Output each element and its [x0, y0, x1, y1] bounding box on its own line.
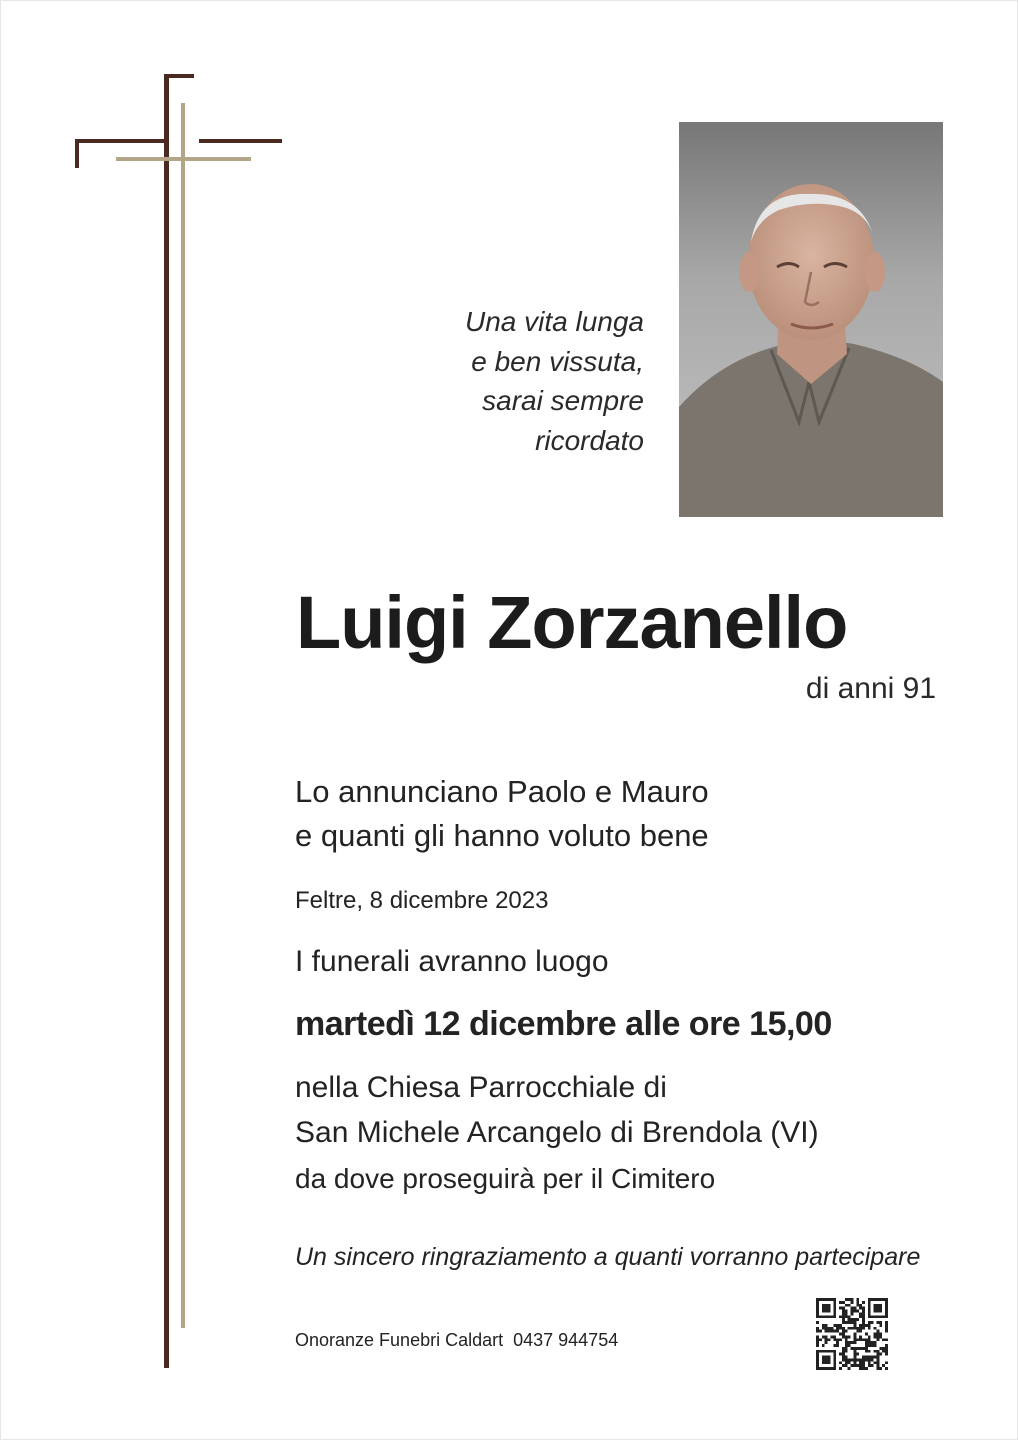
qr-module [856, 1358, 859, 1361]
qr-code[interactable] [816, 1298, 888, 1370]
qr-module [885, 1344, 888, 1347]
qr-module [885, 1330, 888, 1333]
qr-module [851, 1298, 854, 1301]
qr-module [859, 1312, 862, 1315]
qr-module [856, 1298, 859, 1301]
qr-module [848, 1321, 851, 1324]
qr-module [865, 1324, 868, 1327]
qr-module [839, 1367, 842, 1370]
qr-module [839, 1307, 842, 1310]
qr-module [853, 1353, 856, 1356]
qr-module [845, 1335, 848, 1338]
qr-module [836, 1330, 839, 1333]
qr-module [851, 1307, 854, 1310]
qr-module [876, 1335, 879, 1338]
cross-gold-bar [116, 157, 251, 161]
qr-module [842, 1315, 845, 1318]
qr-module [842, 1321, 845, 1324]
qr-module [830, 1335, 833, 1338]
qr-module [836, 1338, 839, 1341]
qr-finder [874, 1304, 883, 1313]
qr-module [868, 1364, 871, 1367]
qr-module [871, 1358, 874, 1361]
qr-module [853, 1333, 856, 1336]
qr-module [842, 1335, 845, 1338]
qr-module [885, 1361, 888, 1364]
qr-module [868, 1361, 871, 1364]
cross-dark-left-drop [75, 139, 79, 168]
qr-module [853, 1338, 856, 1341]
qr-module [853, 1310, 856, 1313]
qr-module [865, 1341, 868, 1344]
qr-module [842, 1310, 845, 1313]
qr-module [845, 1341, 848, 1344]
qr-module [868, 1335, 871, 1338]
qr-module [862, 1324, 865, 1327]
qr-module [859, 1327, 862, 1330]
qr-module [885, 1321, 888, 1324]
qr-module [876, 1364, 879, 1367]
qr-module [868, 1338, 871, 1341]
qr-module [845, 1347, 848, 1350]
qr-module [879, 1321, 882, 1324]
qr-module [853, 1361, 856, 1364]
qr-module [853, 1318, 856, 1321]
qr-module [876, 1367, 879, 1370]
qr-module [865, 1333, 868, 1336]
qr-module [848, 1358, 851, 1361]
funeral-intro: I funerali avranno luogo [295, 945, 609, 978]
qr-module [868, 1356, 871, 1359]
qr-module [816, 1338, 819, 1341]
qr-module [882, 1347, 885, 1350]
cross-dark-right-arm [199, 139, 282, 143]
qr-module [865, 1338, 868, 1341]
qr-module [862, 1310, 865, 1313]
qr-module [871, 1344, 874, 1347]
qr-module [851, 1364, 854, 1367]
qr-module [882, 1364, 885, 1367]
qr-module [868, 1327, 871, 1330]
qr-module [851, 1341, 854, 1344]
memorial-quote [384, 302, 644, 460]
qr-module [828, 1330, 831, 1333]
qr-module [865, 1367, 868, 1370]
qr-module [879, 1335, 882, 1338]
quote-line: sarai sempre [482, 385, 644, 416]
qr-module [845, 1350, 848, 1353]
qr-module [856, 1310, 859, 1313]
qr-module [842, 1301, 845, 1304]
qr-module [862, 1358, 865, 1361]
qr-module [825, 1327, 828, 1330]
qr-module [848, 1298, 851, 1301]
qr-module [868, 1350, 871, 1353]
qr-module [874, 1344, 877, 1347]
funeral-datetime: martedì 12 dicembre alle ore 15,00 [295, 1005, 832, 1043]
qr-module [825, 1338, 828, 1341]
qr-module [839, 1315, 842, 1318]
qr-module [842, 1350, 845, 1353]
qr-module [839, 1324, 842, 1327]
qr-module [853, 1341, 856, 1344]
qr-module [868, 1324, 871, 1327]
qr-module [862, 1347, 865, 1350]
qr-module [853, 1324, 856, 1327]
qr-module [842, 1307, 845, 1310]
funeral-cemetery: da dove proseguirà per il Cimitero [295, 1163, 716, 1194]
qr-module [839, 1333, 842, 1336]
qr-module [856, 1330, 859, 1333]
qr-module [816, 1327, 819, 1330]
qr-module [848, 1335, 851, 1338]
qr-module [879, 1353, 882, 1356]
qr-module [842, 1358, 845, 1361]
qr-module [876, 1333, 879, 1336]
qr-module [825, 1324, 828, 1327]
qr-module [851, 1301, 854, 1304]
qr-module [865, 1344, 868, 1347]
qr-module [876, 1330, 879, 1333]
qr-module [816, 1335, 819, 1338]
qr-module [859, 1358, 862, 1361]
qr-module [816, 1344, 819, 1347]
qr-module [853, 1356, 856, 1359]
qr-module [842, 1327, 845, 1330]
qr-module [885, 1367, 888, 1370]
cross-dark-top [164, 74, 194, 78]
qr-module [868, 1341, 871, 1344]
qr-module [848, 1344, 851, 1347]
qr-module [851, 1327, 854, 1330]
qr-module [845, 1315, 848, 1318]
qr-module [862, 1315, 865, 1318]
qr-module [879, 1324, 882, 1327]
qr-module [851, 1310, 854, 1313]
qr-module [868, 1344, 871, 1347]
qr-module [842, 1364, 845, 1367]
qr-module [853, 1347, 856, 1350]
qr-module [874, 1333, 877, 1336]
church-line: nella Chiesa Parrocchiale di [295, 1071, 667, 1104]
qr-module [842, 1356, 845, 1359]
announcement-line: Lo annunciano Paolo e Mauro [295, 774, 709, 809]
qr-module [859, 1330, 862, 1333]
cross-dark-left-arm [75, 139, 168, 143]
qr-module [845, 1298, 848, 1301]
qr-module [859, 1307, 862, 1310]
qr-module [874, 1356, 877, 1359]
qr-module [874, 1327, 877, 1330]
qr-module [859, 1304, 862, 1307]
qr-module [816, 1330, 819, 1333]
qr-module [862, 1327, 865, 1330]
qr-module [862, 1318, 865, 1321]
qr-module [822, 1335, 825, 1338]
qr-module [876, 1321, 879, 1324]
qr-module [862, 1364, 865, 1367]
qr-module [871, 1341, 874, 1344]
qr-module [879, 1333, 882, 1336]
qr-module [839, 1361, 842, 1364]
qr-module [851, 1318, 854, 1321]
qr-module [830, 1330, 833, 1333]
quote-line: ricordato [535, 424, 644, 456]
qr-module [874, 1361, 877, 1364]
qr-module [859, 1367, 862, 1370]
qr-module [862, 1367, 865, 1370]
qr-module [876, 1338, 879, 1341]
qr-module [853, 1335, 856, 1338]
qr-module [822, 1324, 825, 1327]
qr-module [853, 1321, 856, 1324]
deceased-name: Luigi Zorzanello [296, 581, 848, 664]
qr-module [859, 1324, 862, 1327]
cross-gold-vertical [181, 103, 185, 1328]
qr-module [828, 1338, 831, 1341]
qr-module [885, 1350, 888, 1353]
agency-phone: 0437 944754 [513, 1330, 619, 1350]
qr-module [856, 1353, 859, 1356]
portrait-photo [679, 122, 943, 517]
qr-module [830, 1327, 833, 1330]
qr-module [885, 1327, 888, 1330]
qr-module [842, 1312, 845, 1315]
qr-module [862, 1361, 865, 1364]
qr-module [828, 1327, 831, 1330]
qr-module [845, 1364, 848, 1367]
qr-module [871, 1356, 874, 1359]
qr-module [836, 1344, 839, 1347]
qr-module [853, 1358, 856, 1361]
qr-module [848, 1367, 851, 1370]
qr-module [836, 1341, 839, 1344]
qr-module [859, 1347, 862, 1350]
qr-module [859, 1335, 862, 1338]
qr-module [859, 1361, 862, 1364]
qr-module [862, 1356, 865, 1359]
quote-line: e ben vissuta, [471, 345, 644, 377]
church-line: San Michele Arcangelo di Brendola (VI) [295, 1116, 819, 1149]
qr-module [836, 1327, 839, 1330]
qr-module [825, 1335, 828, 1338]
qr-module [859, 1338, 862, 1341]
qr-module [851, 1358, 854, 1361]
qr-module [859, 1315, 862, 1318]
qr-module [833, 1335, 836, 1338]
thanks-note: Un sincero ringraziamento a quanti vorranno partecipare [295, 1243, 921, 1271]
qr-module [842, 1330, 845, 1333]
qr-module [836, 1324, 839, 1327]
announcement [295, 770, 709, 858]
qr-module [842, 1333, 845, 1336]
qr-module [865, 1356, 868, 1359]
qr-module [845, 1321, 848, 1324]
qr-module [833, 1324, 836, 1327]
qr-module [853, 1307, 856, 1310]
qr-module [868, 1321, 871, 1324]
qr-module [845, 1356, 848, 1359]
qr-module [842, 1353, 845, 1356]
qr-module [825, 1341, 828, 1344]
qr-module [848, 1318, 851, 1321]
qr-module [871, 1321, 874, 1324]
qr-module [816, 1341, 819, 1344]
qr-module [856, 1364, 859, 1367]
qr-module [851, 1347, 854, 1350]
qr-module [845, 1330, 848, 1333]
qr-module [833, 1344, 836, 1347]
qr-module [856, 1301, 859, 1304]
qr-module [885, 1338, 888, 1341]
qr-module [885, 1347, 888, 1350]
qr-module [882, 1350, 885, 1353]
funeral-church [295, 1065, 819, 1155]
announcement-line: e quanti gli hanno voluto bene [295, 818, 709, 853]
qr-module [865, 1350, 868, 1353]
qr-module [816, 1321, 819, 1324]
qr-module [848, 1304, 851, 1307]
qr-module [851, 1312, 854, 1315]
qr-module [885, 1324, 888, 1327]
qr-module [876, 1353, 879, 1356]
qr-module [874, 1350, 877, 1353]
cross-dark-vertical [164, 74, 169, 1368]
qr-module [874, 1341, 877, 1344]
qr-module [879, 1367, 882, 1370]
place-date: Feltre, 8 dicembre 2023 [295, 887, 549, 914]
qr-module [819, 1330, 822, 1333]
qr-module [839, 1353, 842, 1356]
qr-module [885, 1353, 888, 1356]
qr-module [839, 1301, 842, 1304]
qr-module [851, 1321, 854, 1324]
qr-module [856, 1318, 859, 1321]
qr-module [871, 1364, 874, 1367]
qr-finder [822, 1304, 831, 1313]
qr-module [876, 1361, 879, 1364]
qr-module [825, 1330, 828, 1333]
qr-module [845, 1310, 848, 1313]
qr-module [862, 1312, 865, 1315]
qr-module [833, 1338, 836, 1341]
qr-module [856, 1327, 859, 1330]
qr-module [853, 1350, 856, 1353]
funeral-agency [295, 1330, 618, 1351]
qr-module [876, 1358, 879, 1361]
qr-module [868, 1358, 871, 1361]
qr-module [862, 1301, 865, 1304]
qr-module [845, 1338, 848, 1341]
qr-module [848, 1315, 851, 1318]
qr-module [845, 1344, 848, 1347]
qr-module [874, 1335, 877, 1338]
qr-module [839, 1327, 842, 1330]
qr-module [862, 1321, 865, 1324]
qr-module [819, 1338, 822, 1341]
qr-module [842, 1347, 845, 1350]
qr-module [865, 1347, 868, 1350]
qr-module [856, 1304, 859, 1307]
agency-name: Onoranze Funebri Caldart [295, 1330, 504, 1350]
qr-module [862, 1338, 865, 1341]
qr-module [833, 1330, 836, 1333]
qr-module [882, 1338, 885, 1341]
qr-module [879, 1347, 882, 1350]
qr-module [845, 1358, 848, 1361]
qr-finder [822, 1356, 831, 1365]
qr-module [848, 1341, 851, 1344]
qr-module [859, 1364, 862, 1367]
qr-module [845, 1361, 848, 1364]
qr-module [862, 1307, 865, 1310]
qr-module [839, 1338, 842, 1341]
qr-module [865, 1358, 868, 1361]
qr-module [856, 1347, 859, 1350]
qr-module [856, 1338, 859, 1341]
qr-module [845, 1312, 848, 1315]
quote-line: Una vita lunga [464, 306, 644, 337]
qr-module [822, 1327, 825, 1330]
qr-module [853, 1364, 856, 1367]
qr-module [848, 1327, 851, 1330]
qr-module [876, 1350, 879, 1353]
qr-module [842, 1318, 845, 1321]
qr-module [822, 1344, 825, 1347]
qr-module [853, 1327, 856, 1330]
qr-module [848, 1361, 851, 1364]
deceased-age: di anni 91 [805, 672, 936, 705]
qr-module [845, 1304, 848, 1307]
qr-module [876, 1356, 879, 1359]
